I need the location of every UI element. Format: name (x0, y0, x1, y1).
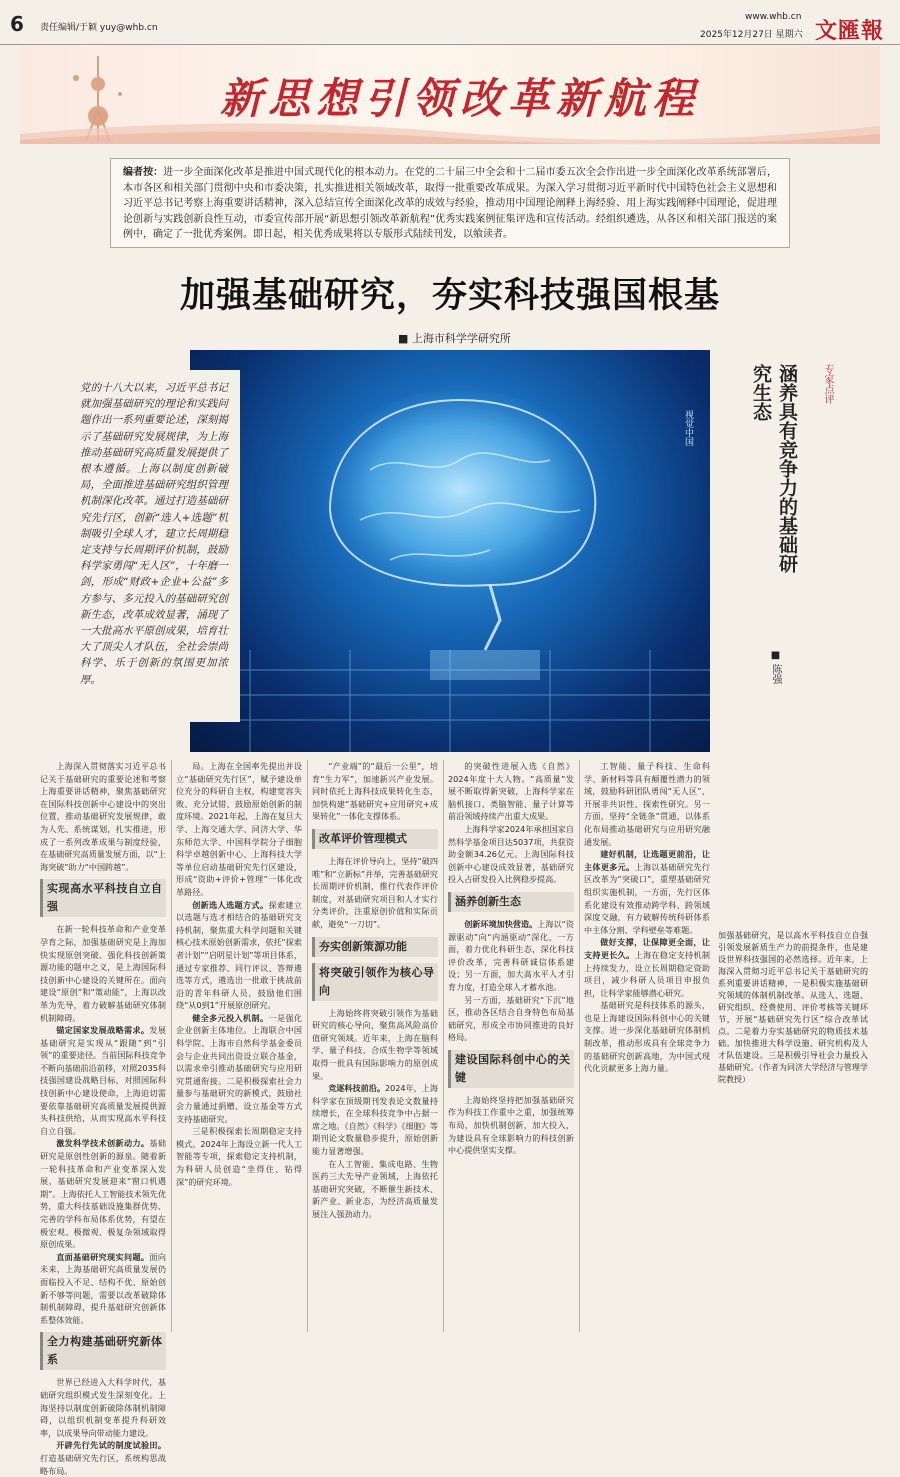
body-paragraph (312, 855, 438, 931)
body-paragraph (584, 760, 710, 848)
body-paragraph (40, 1251, 166, 1327)
page-number: 6 (10, 12, 24, 36)
body-paragraph (448, 994, 574, 1044)
site-url[interactable]: www.whb.cn (745, 12, 802, 22)
column-divider (443, 760, 444, 1332)
section-banner (20, 46, 880, 144)
editor-note-label: 编者按： (123, 167, 164, 178)
column-divider (171, 760, 172, 1332)
section-heading: 将突破引领作为核心导向 (312, 963, 438, 1001)
body-paragraph (40, 923, 166, 1024)
paragraph-text: 上海科学家2024年承担国家自然科学基金项目达5037项，共获资助金额34.26亿元。上海国际科技创新中心建设成效显著，基础研究投入占研发投入比例稳步提高。 (448, 823, 574, 885)
expert-author: ■ 陈强 (770, 650, 781, 685)
body-paragraph (40, 1024, 166, 1137)
paragraph-text: 基础研究是原创性创新的源泉。随着新一轮科技革命和产业变革深入发展，基础研究发展迎来“窗口机遇期”。上海依托人工智能技术领先优势，重大科技基础设施集群优势、完善的学科布局体系优势，有望在极宏观、极微观、极复杂领域取得原创成果。 (40, 1138, 166, 1250)
editor-note-text: 进一步全面深化改革是推进中国式现代化的根本动力。在党的二十届三中全会和十二届市委五次全会作出进一步全面深化改革系统部署后，本市各区和相关部门贯彻中央和市委决策，扎实推进相关领域改革，取得一批重要改革成果。为深入学习贯彻习近平新时代中国特色社会主义思想和习近平总书记考察上海重要讲话精神，深入总结宣传全面深化改革的成效与经验，推动用中国理论阐释上海经验、用上海实践阐释中国理论，促进理论创新与实践创新良性互动，市委宣传部开展“新思想引领改革新航程”优秀实践案例征集评选和宣传活动。经组织遴选，从各区和相关部门报送的案例中，确定了一批优秀案例。即日起，相关优秀成果将以专版形式陆续刊发，以飨读者。 (123, 167, 777, 240)
body-paragraph (176, 1125, 302, 1188)
section-heading: 实现高水平科技自立自强 (40, 879, 166, 917)
body-paragraph (176, 760, 302, 899)
paragraph-text: 在人工智能、集成电路、生物医药三大先导产业领域，上海依托基础研究突破，不断催生新技术、新产业、新业态，为经济高质量发展注入强劲动力。 (312, 1158, 438, 1220)
paragraph-text: 上海始终坚持把加强基础研究作为科技工作重中之重，加强统筹布局，加快机制创新，加大投入，为建设具有全球影响力的科技创新中心提供坚实支撑。 (448, 1094, 574, 1156)
brain-photo (190, 350, 710, 752)
body-paragraph (176, 1012, 302, 1125)
paragraph-text: 的突破性进展入选《自然》2024年度十大人物。“高质量”发展不断取得新突破，上海科学家在脑机接口、类脑智能、量子计算等前沿领域持续产出重大成果。 (448, 761, 574, 822)
paragraph-text: 发展基础研究是实现从“跟随”到“引领”的重要途径。当前国际科技竞争不断向基础前沿前移，对照2035科技强国建设战略目标，对照国际科技创新中心建设使命，上海迫切需要依靠基础研究高质量发展提供源头科技供给，从而实现高水平科技自立自强。 (40, 1025, 166, 1136)
body-paragraph (584, 999, 710, 1075)
paragraph-lead: 竞逐科技前沿。 (328, 1083, 385, 1094)
editor-credit: 责任编辑/于颖 yuy@whb.cn (40, 23, 158, 33)
expert-tag: 专家点评 (822, 364, 833, 404)
paragraph-text: 上海深入贯彻落实习近平总书记关于基础研究的重要论述和考察上海重要讲话精神，聚焦基础研究在国际科技创新中心建设中的突出位置，推动基础研究发展规律，敢为人先、系统谋划，扎实推进，形成了一系列改革成果与制度经验，在基础研究高质量发展方面，以“上海突破”助力“中国跨越”。 (40, 761, 166, 872)
brain-graphic (190, 350, 710, 752)
paragraph-text: 打造基础研究先行区，系统构思战略布局。 (40, 1452, 166, 1476)
body-paragraph (448, 760, 574, 823)
paragraph-text: 一是强化企业创新主体地位。上海联合中国科学院、上海市自然科学基金委员会与企业共同出资设立联合基金，以需求牵引推动基础研究与应用研究贯通衔接。二是积极探索社会力量参与基础研究的新模式，鼓励社会力量通过捐赠、设立基金等方式支持基础研究。 (176, 1012, 302, 1124)
paragraph-lead: 建好机制，让选题更前沿，让主体更多元。 (584, 849, 710, 872)
section-heading: 全力构建基础研究新体系 (40, 1332, 166, 1370)
body-paragraph (448, 1094, 574, 1157)
newspaper-logo: 文匯報 (815, 18, 885, 44)
paragraph-text: 工智能、量子科技、生命科学、新材料等具有颠覆性潜力的领域，鼓励科研团队勇闯“无人区”，开展非共识性、探索性研究。另一方面，坚持“全链条”贯通，以体系化布局推动基础研究与应用研究融通发展。 (584, 761, 710, 847)
paragraph-text: 局。上海在全国率先提出并设立“基础研究先行区”，赋予建设单位充分的科研自主权，构建宽容失败、充分试错、鼓励原始创新的制度环境。2021年起，上海在复旦大学、上海交通大学、同济大学、华东师范大学、中国科学院分子细胞科学卓越创新中心、上海科技大学等单位启动基础研究先行区建设，形成“资助+评价+管理”一体化改革路径。 (176, 761, 302, 897)
paragraph-text: 2024年，上海科学家在顶级期刊发表论文数量持续增长，在全球科技竞争中占据一席之地。《自然》《科学》《细胞》等期刊论文数量稳步提升，原始创新能力显著增强。 (312, 1083, 438, 1157)
expert-text: 加强基础研究，是以高水平科技自立自强引领发展新质生产力的前提条件，也是建设世界科技强国的必然选择。近年来，上海深入贯彻习近平总书记关于基础研究的系列重要讲话精神，一是积极实施基础研究领域的体制机制改革。从选人、选题、研究组织、经费使用、评价考核等关键环节，开展“基础研究先行区”综合改革试点。二是着力夯实基础研究的物质技术基础。加快推进大科学设施、研究机构及人才队伍建设。三是积极引导社会力量投入基础研究。（作者为同济大学经济与管理学院教授） (718, 931, 868, 1084)
section-heading: 改革评价管理模式 (312, 829, 438, 849)
body-paragraph (584, 848, 710, 936)
paragraph-lead: 做好支撑，让保障更全面，让支持更长久。 (584, 937, 710, 960)
paragraph-text: 探索建立以选题与选才相结合的基础研究支持机制，聚焦重大科学问题和关键核心技术原始创新需求，依托“探索者计划”“启明星计划”等项目体系，通过专家推荐、同行评议、答辩遴选等方式，遴选出一批敢于挑战前沿的青年科研人员，鼓励他们围绕“从0到1”开展原创研究。 (176, 899, 302, 1011)
paragraph-lead: 创新环境加快营造。 (464, 918, 538, 929)
article-intro: 党的十八大以来，习近平总书记就加强基础研究的理论和实践问题作出一系列重要论述，深刻揭示了基础研究发展规律，为上海推动基础研究高质量发展提供了根本遵循。上海以制度创新破局，全面推进基础研究组织管理机制深化改革。通过打造基础研究先行区，创新“选人+选题”机制吸引全球人才，建立长周期稳定支持与长周期评价机制，鼓励科学家勇闯“无人区”，十年磨一剑，形成“财政+企业+公益”多方参与、多元投入的基础研究创新生态，改革成效显著，涌现了一大批高水平原创成果，培育壮大了顶尖人才队伍，全社会崇尚科学、乐于创新的氛围更加浓厚。 (40, 370, 240, 722)
body-paragraph (40, 760, 166, 873)
paragraph-text: “产业端”的“最后一公里”，培育“生力军”，加速新兴产业发展。同时依托上海科技成果转化生态，加快构建“基础研究+应用研究+成果转化”一体化支撑体系。 (312, 761, 438, 822)
body-column-1 (40, 760, 166, 1476)
column-divider (579, 760, 580, 1332)
body-paragraph (40, 1376, 166, 1439)
paragraph-text: 另一方面，基础研究“下沉”地区，推动各区结合自身特色布局基础研究，形成全市协同推进的良好格局。 (448, 994, 574, 1043)
banner-wave (20, 114, 880, 144)
paragraph-text: 上海始终将突破引领作为基础研究的核心导向，聚焦高风险高价值研究领域。近年来，上海在脑科学、量子科技、合成生物学等领域取得一批具有国际影响力的原创成果。 (312, 1007, 438, 1081)
paragraph-lead: 锚定国家发展战略需求。 (56, 1025, 150, 1036)
section-heading: 涵养创新生态 (448, 892, 574, 912)
paragraph-lead: 激发科学技术创新动力。 (56, 1138, 150, 1149)
body-paragraph (448, 823, 574, 886)
body-paragraph (40, 1137, 166, 1250)
expert-title: 涵养具有竞争力的基础研究生态 (750, 364, 798, 573)
paragraph-text: 基础研究是科技体系的源头，也是上海建设国际科创中心的关键支撑。进一步深化基础研究体制机制改革，推动形成具有全球竞争力的基础研究创新高地，为中国式现代化贡献更多上海力量。 (584, 1000, 710, 1074)
body-paragraph (176, 899, 302, 1012)
editor-note (110, 158, 790, 248)
paragraph-text: 世界已经进入大科学时代，基础研究组织模式发生深刻变化。上海坚持以制度创新破除体制机制障碍，以组织机制变革提升科研效率，以成果导向带动能力建设。 (40, 1377, 166, 1438)
body-paragraph (40, 1439, 166, 1477)
page-header (0, 0, 900, 45)
section-heading: 夯实创新策源功能 (312, 937, 438, 957)
paragraph-lead: 健全多元投入机制。 (192, 1012, 269, 1023)
paragraph-lead: 开辟先行先试的制度试验田。 (56, 1440, 166, 1451)
body-column-4 (448, 760, 574, 1332)
issue-date: 2025年12月27日 星期六 (700, 30, 803, 40)
body-paragraph (312, 1082, 438, 1158)
body-paragraph (584, 936, 710, 999)
body-paragraph (448, 918, 574, 994)
paragraph-text: 上海在稳定支持机制上持续发力，设立长周期稳定资助项目，减少科研人员项目申报负担，让科学家能够潜心研究。 (584, 949, 710, 998)
banner-title: 新思想引领改革新航程 (220, 74, 701, 123)
section-heading: 建设国际科创中心的关键 (448, 1050, 574, 1088)
article-title: 加强基础研究，夯实科技强国根基 (179, 276, 720, 316)
column-divider (307, 760, 308, 1332)
paragraph-text: 在新一轮科技革命和产业变革孕育之际，加强基础研究是上海加快实现原创突破、强化科技创新策源功能的题中之义，是上海国际科技创新中心建设的关键所在。面向建设“原创”和“策动能”，上海以改革为先导，着力破解基础研究体制机制障碍。 (40, 924, 166, 1023)
body-paragraph (312, 1158, 438, 1221)
paragraph-lead: 直面基础研究现实问题。 (56, 1251, 150, 1262)
body-column-5 (584, 760, 710, 1332)
paragraph-lead: 创新选人选题方式。 (192, 899, 269, 910)
photo-credit: 视觉中国 (683, 410, 693, 446)
body-paragraph (312, 1007, 438, 1083)
article-byline: ■ 上海市科学学研究所 (398, 332, 511, 345)
body-column-2 (176, 760, 302, 1332)
paragraph-text: 三是积极探索长周期稳定支持模式。2024年上海设立新一代人工智能等专项，探索稳定支持机制，为科研人员创造“坐得住、钻得深”的研究环境。 (176, 1126, 302, 1187)
paragraph-text: 上海以“资源驱动”向“内涵驱动”深化，一方面，着力优化科研生态，深化科技评价改革，完善科研诚信体系建设；另一方面，加大高水平人才引育力度，打造全球人才蓄水池。 (448, 918, 574, 992)
expert-column (718, 360, 868, 1320)
paragraph-text: 上海以基础研究先行区改革为“突破口”，重塑基础研究组织实施机制，一方面，先行区体系化建设有效推动跨学科、跨领域深度交融，有力破解传统科研体系中主体分割、学科壁垒等难题。 (584, 861, 710, 935)
body-paragraph (312, 760, 438, 823)
paragraph-text: 面向未来，上海基础研究高质量发展仍面临投入不足、结构不优、原始创新不够等问题，需要以改革破除体制机制障碍，提升基础研究创新体系整体效能。 (40, 1251, 166, 1325)
paragraph-text: 上海在评价导向上，坚持“破四唯”和“立新标”并举，完善基础研究长周期评价机制，推行代表作评价制度，对基础研究项目和人才实行分类评价，注重原创价值和实际贡献，避免“一刀切”。 (312, 855, 438, 929)
body-column-3 (312, 760, 438, 1332)
